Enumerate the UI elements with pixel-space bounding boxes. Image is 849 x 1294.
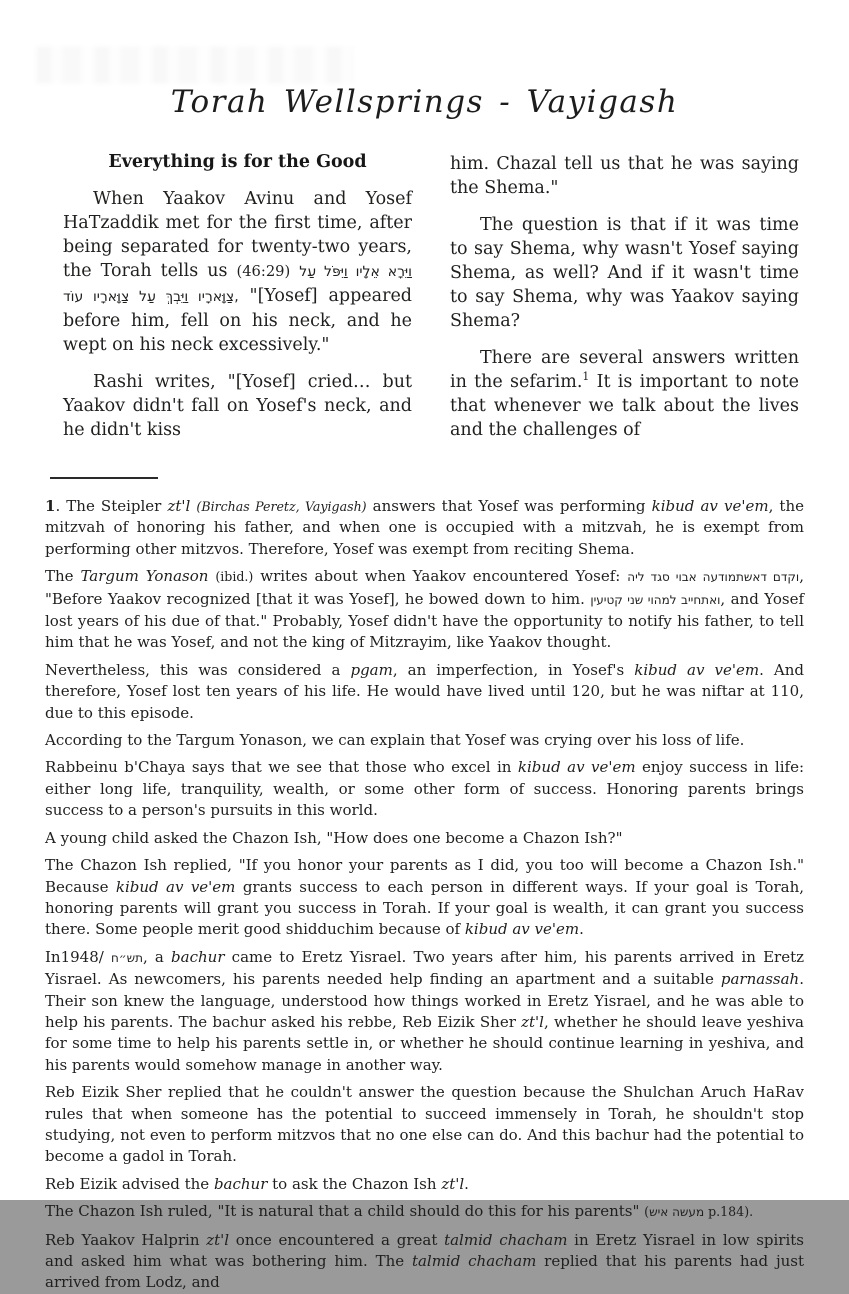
text-segment: . <box>579 920 584 939</box>
text-segment: parnassah <box>720 970 800 989</box>
text-segment: kibud av ve'em <box>517 758 636 777</box>
text-segment: Targum Yonason <box>80 567 209 586</box>
text-segment: A young child asked the Chazon Ish, "How does one become a Chazon Ish?" <box>45 828 623 847</box>
footnote-paragraph <box>45 496 804 560</box>
text-segment: p.184). <box>704 1204 754 1220</box>
text-segment: , and Yosef lost years of his due of that." Probably, Yosef didn't have the opportunity to notify his father, to tell him that he was Yosef, and not the king of Mitzrayim, like Yaakov thought. <box>45 589 805 652</box>
footnote-paragraph <box>45 660 804 724</box>
hebrew-text: וַיֵּרָא אֵלָיו וַיִּפֹּל עַל צַוָּארָיו וַיֵּבְךְּ עַל צַוָּארָיו עוֹד, <box>63 264 412 305</box>
text-segment: Nevertheless, this was considered a <box>45 660 351 679</box>
text-segment: The Chazon Ish ruled, "It is natural that a child should do this for his parents" <box>45 1202 645 1221</box>
text-segment: When Yaakov Avinu and Yosef HaTzaddik met for the first time, after being separated for twenty-two years, the Torah tells us <box>63 189 412 281</box>
text-segment: The <box>45 567 81 586</box>
text-segment: talmid chacham <box>411 1252 537 1270</box>
text-segment: zt'l <box>521 1012 544 1031</box>
body-paragraph <box>63 370 412 442</box>
hebrew-text: מעשה איש <box>649 1205 705 1220</box>
text-segment: kibud av ve'em <box>464 920 580 939</box>
text-segment: The Chazon Ish replied, "If you honor your parents as I did, you too will become a Chazon Ish." Because <box>45 856 804 896</box>
hebrew-text: וקדם דאשתמודעה אבוי סגד ליה <box>627 570 800 585</box>
text-segment: . The Steipler <box>55 497 168 515</box>
text-segment: The question is that if it was time to say Shema, why wasn't Yosef saying Shema, as well? And if it wasn't time to say Shema, why was Yaakov saying Shema? <box>450 215 799 331</box>
text-segment: 1 <box>582 370 590 384</box>
text-segment: bachur <box>213 1174 268 1193</box>
text-segment: . Their son knew the language, understood how things worked in Eretz Yisrael, and he was able to help his parents. The bachur asked his rebbe, Reb Eizik Sher <box>45 970 804 1031</box>
hebrew-text: תש״ח <box>111 950 143 965</box>
footnote-paragraph <box>45 1174 804 1195</box>
hebrew-text: ואתחייב למהוי שני קטיעין <box>590 592 721 607</box>
right-column <box>450 152 799 455</box>
footnote-paragraph <box>45 828 804 849</box>
text-segment: kibud av ve'em <box>634 660 760 679</box>
footnote-paragraph <box>45 855 804 941</box>
text-segment: Rabbeinu b'Chaya says that we see that those who excel in <box>45 758 518 777</box>
text-segment: Reb Yaakov Halprin <box>45 1230 207 1249</box>
text-segment: zt'l <box>441 1174 465 1193</box>
footnote-paragraph <box>45 1201 804 1223</box>
footnote-paragraph <box>45 757 804 821</box>
text-segment: in Eretz Yisrael in low spirits and asked him what was bothering him. The <box>45 1230 804 1270</box>
text-segment: kibud av ve'em <box>651 497 769 515</box>
body-paragraph <box>450 152 799 200</box>
text-segment: came to Eretz Yisrael. Two years after him, his parents arrived in Eretz Yisrael. As newcomers, his parents needed help finding an apartment and a suitable <box>45 947 804 989</box>
footnote-paragraph <box>45 1230 804 1294</box>
text-segment: (ibid.) <box>215 569 254 585</box>
text-segment: once encountered a great <box>229 1230 445 1249</box>
text-segment: It is important to note that whenever we talk about the lives and the challenges of <box>450 372 799 440</box>
body-paragraph <box>63 187 412 357</box>
page-title: Torah Wellsprings - Vayigash <box>170 84 679 120</box>
text-segment <box>290 261 299 281</box>
text-segment: grants success to each person in different ways. If your goal is Torah, honoring parents will grant you success in Torah. If your goal is wealth, it can grant you success there. Some people merit good shidduchim because of <box>45 877 805 939</box>
text-segment: "[Yosef] appeared before him, fell on his neck, and he wept on his neck excessively." <box>63 286 412 355</box>
text-segment: , "Before Yaakov recognized [that it was Yosef], he bowed down to him. <box>45 567 804 608</box>
footnote-paragraph <box>45 947 804 1076</box>
text-segment: There are several answers written in the sefarim. <box>450 348 799 392</box>
footnote-paragraph <box>45 1082 804 1168</box>
text-segment: . <box>464 1174 469 1193</box>
text-segment: 1 <box>45 497 56 515</box>
text-segment: , the mitzvah of honoring his father, and when one is occupied with a mitzvah, he is exempt from performing other mitzvos. Therefore, Yosef was exempt from reciting Shema. <box>45 497 804 558</box>
text-segment: enjoy success in life: either long life, tranquility, wealth, or some other form of success. Honoring parents brings success to a person's pursuits in this world. <box>45 758 805 820</box>
text-segment: replied that his parents had just arrived from Lodz, and <box>45 1252 804 1292</box>
text-segment: ( <box>644 1204 650 1220</box>
text-segment: According to the Targum Yonason, we can explain that Yosef was crying over his loss of life. <box>45 731 745 750</box>
text-segment: Reb Eizik advised the <box>45 1174 214 1193</box>
section-heading: Everything is for the Good <box>108 152 367 172</box>
text-segment: bachur <box>171 947 225 966</box>
text-segment: (Birchas Peretz, Vayigash) <box>196 499 367 514</box>
text-segment: writes about when Yaakov encountered Yosef: <box>253 567 628 586</box>
text-segment: zt'l <box>206 1230 230 1249</box>
footnote-paragraph <box>45 730 804 751</box>
text-segment: Reb Eizik Sher replied that he couldn't answer the question because the Shulchan Aruch HaRav rules that when someone has the potential to succeed immensely in Torah, he shouldn't stop studying, not even to perform mitzvos that no one else can do. And this bachur had the potential to become a gadol in Torah. <box>45 1083 804 1166</box>
text-segment: . And therefore, Yosef lost ten years of his life. He would have lived until 120, but he was niftar at 110, due to this episode. <box>45 660 804 722</box>
footnotes-section <box>45 496 804 1294</box>
text-segment: Rashi writes, "[Yosef] cried… but Yaakov didn't fall on Yosef's neck, and he didn't kiss <box>63 372 412 440</box>
text-segment: answers that Yosef was performing <box>366 497 652 515</box>
footnote-paragraph <box>45 566 804 654</box>
text-segment: , a <box>142 947 172 966</box>
text-segment: zt'l <box>167 497 191 515</box>
footnote-divider <box>50 477 158 479</box>
body-paragraph <box>450 346 799 442</box>
body-paragraph <box>450 213 799 333</box>
main-columns <box>63 152 799 455</box>
text-segment: pgam <box>350 660 393 679</box>
text-segment: , whether he should leave yeshiva for some time to help his parents settle in, or whether he should continue learning in yeshiva, and his parents would somehow manage in another way. <box>45 1012 804 1074</box>
faded-watermark <box>36 46 354 84</box>
text-segment: , an imperfection, in Yosef's <box>392 660 635 679</box>
text-segment: him. Chazal tell us that he was saying the Shema." <box>450 154 799 198</box>
text-segment: kibud av ve'em <box>115 877 236 896</box>
text-segment: to ask the Chazon Ish <box>267 1174 442 1193</box>
text-segment: In1948/ <box>45 947 111 966</box>
text-segment: (46:29) <box>236 263 291 280</box>
left-column <box>63 152 412 455</box>
text-segment: talmid chacham <box>444 1230 568 1249</box>
